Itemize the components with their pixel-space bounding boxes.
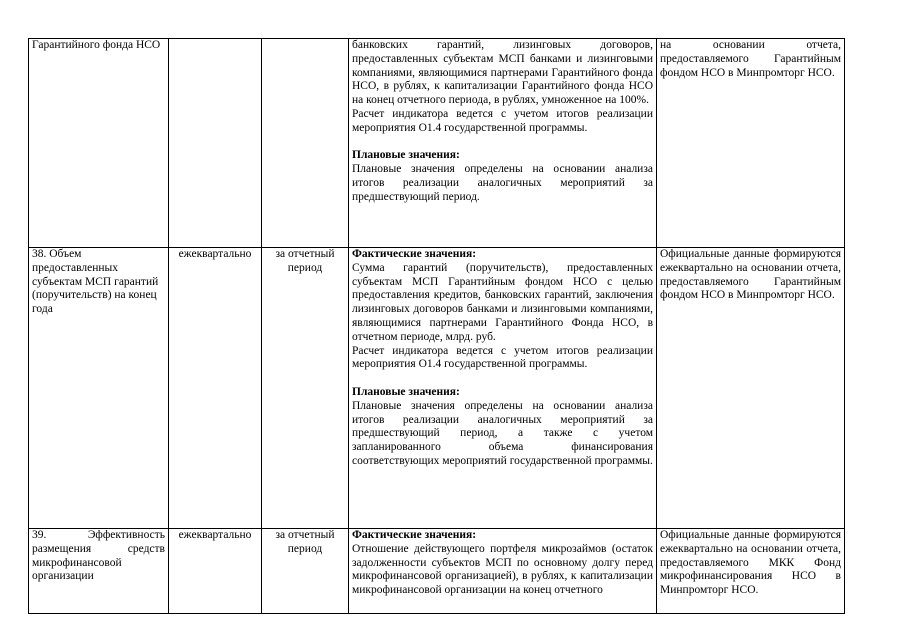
calc-note: Расчет индикатора ведется с учетом итогов реализации мероприятия О1.4 государственной программы. [352,344,653,371]
fact-header: Фактические значения: [352,248,477,260]
method-cell [349,248,657,529]
method-cell [349,529,657,614]
fact-text: Сумма гарантий (поручительств), предоставленных субъектам МСП Гарантийным фондом НСО с целью предоставления кредитов, банковских гарантий, заключения лизинговых договоров банками и лизинговыми компаниями, являющимися партнерами Гарантийного Фонда НСО, в отчетном периоде, млрд. руб. [352,261,653,343]
method-cell [349,39,657,248]
source-cell: Официальные данные формируются ежеквартально на основании отчета, предоставляемого МКК Фонд микрофинансирования НСО в Минпромторг НСО. [657,529,845,614]
table-row [29,39,845,248]
fact-header: Фактические значения: [352,529,477,541]
fact-text: банковских гарантий, лизинговых договоров, предоставленных субъектам МСП банками и лизинговыми компаниями, являющимися партнерами Гарантийного фонда НСО, в рублях, к капитализации Гарантийного фонда НСО на конец отчетного периода, в рублях, умноженное на 100%. [352,39,653,107]
indicator-name-cell: Гарантийного фонда НСО [29,39,169,248]
table-row [29,248,845,529]
fact-text: Отношение действующего портфеля микрозаймов (остаток задолженности субъектов МСП по основному долгу перед микрофинансовой организацией), в рублях, к капитализации микрофинансовой организации на конец отчетного [352,542,653,597]
indicator-name-cell: 38. Объем предоставленных субъектам МСП гарантий (поручительств) на конец года [29,248,169,529]
calc-note: Расчет индикатора ведется с учетом итогов реализации мероприятия О1.4 государственной программы. [352,107,653,134]
period-cell [262,39,349,248]
period-cell: за отчетный период [262,248,349,529]
indicators-table [28,38,845,614]
plan-header: Плановые значения: [352,149,460,162]
indicator-name-cell: 39. Эффективность размещения средств микрофинансовой организации [29,529,169,614]
frequency-cell: ежеквартально [169,248,262,529]
table-row [29,529,845,614]
period-cell: за отчетный период [262,529,349,614]
frequency-cell: ежеквартально [169,529,262,614]
source-cell: на основании отчета, предоставляемого Гарантийным фондом НСО в Минпромторг НСО. [657,39,845,248]
frequency-cell [169,39,262,248]
plan-text: Плановые значения определены на основании анализа итогов реализации аналогичных мероприятий за предшествующий период, а также с учетом запланированного объема финансирования соответствующих мероприятий государственной программы. [352,399,653,467]
plan-text: Плановые значения определены на основании анализа итогов реализации аналогичных мероприятий за предшествующий период. [352,163,653,203]
source-cell: Официальные данные формируются ежеквартально на основании отчета, предоставляемого Гарантийным фондом НСО в Минпромторг НСО. [657,248,845,529]
plan-header: Плановые значения: [352,385,460,398]
